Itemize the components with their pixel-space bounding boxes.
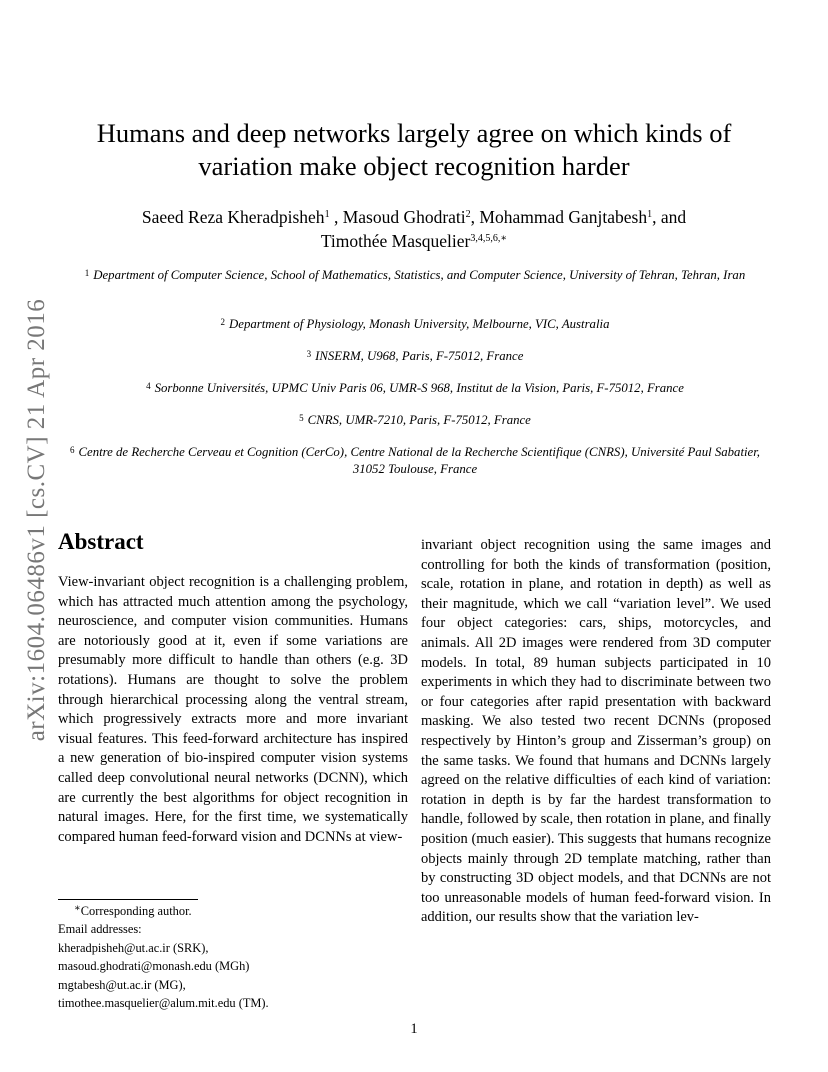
author-list [60,205,768,253]
affiliation-number: 2 [220,317,226,327]
affiliation-number: 5 [299,413,304,423]
title-line-2: variation make object recognition harder [198,151,630,181]
corresponding-author-text: Corresponding author. [80,904,192,918]
affiliation-text: Department of Computer Science, School of Mathematics, Statistics, and Computer Science, University of Tehran, Tehran, Iran [93,268,746,282]
author-affil-mark: 1 [647,209,653,220]
affiliation-number: 4 [146,381,151,391]
author-name: Timothée Masquelier [320,231,471,251]
author-and: , and [652,207,687,227]
affiliation-number: 3 [306,349,312,359]
author-line-1 [60,205,768,229]
affiliation-text: Sorbonne Universités, UPMC Univ Paris 06, UMR-S 968, Institut de la Vision, Paris, F-75012, France [154,381,684,395]
author-affil-mark: 1 [324,209,330,220]
footnote-corresponding [58,902,408,920]
affiliation-2 [62,316,768,333]
abstract-heading: Abstract [58,529,144,554]
affiliation-1 [62,267,768,284]
footnote-rule [58,899,198,900]
affiliation-text: CNRS, UMR-7210, Paris, F-75012, France [307,413,531,427]
affiliation-4 [62,380,768,397]
email-address: mgtabesh@ut.ac.ir (MG), [58,977,186,992]
email-address: kheradpisheh@ut.ac.ir (SRK), [58,940,209,955]
arxiv-stamp [18,284,56,756]
footnote-mark: ∗ [74,903,81,914]
affiliation-6 [62,444,768,478]
affiliation-number: 1 [84,268,90,278]
arxiv-stamp-text: arXiv:1604.06486v1 [cs.CV] 21 Apr 2016 [23,298,50,742]
author-line-2 [60,229,768,253]
affiliation-5 [62,412,768,429]
author-affil-mark: 2 [465,209,471,220]
affiliation-text: Centre de Recherche Cerveau et Cognition (CerCo), Centre National de la Recherche Scientifique (CNRS), Université Paul Sabatier, 31052 Toulouse, France [78,445,760,476]
footnote [58,902,408,1012]
paper-title [60,117,768,183]
abstract-column-right: invariant object recognition using the same images and controlling for both the kinds of transformation (position, scale, rotation in plane, and rotation in depth) as well as their magnitude, which we call “variation level”. We used four object categories: cars, ships, motorcycles, and animals. All 2D images were rendered from 3D computer models. In total, 89 human subjects participated in 10 experiments in which they had to discriminate between two or four categories after rapid presentation with backward masking. We also tested two recent DCNNs (proposed respectively by Hinton’s group and Zisserman’s group) on the same tasks. We found that humans and DCNNs largely agreed on the relative difficulties of each kind of variation: rotation in depth is by far the hardest transformation to handle, followed by scale, then rotation in plane, and finally position (much easier). This suggests that humans recognize objects mainly through 2D template matching, rather than by constructing 3D object models, and that DCNNs are not too unreasonable models of human feed-forward vision. In addition, our results show that the variation lev- [421,537,771,926]
author-separator: , [470,207,480,227]
affiliation-text: INSERM, U968, Paris, F-75012, France [315,349,524,363]
affiliation-text: Department of Physiology, Monash University, Melbourne, VIC, Australia [229,317,610,331]
affiliation-number: 6 [69,445,75,455]
email-address: timothee.masquelier@alum.mit.edu (TM). [58,996,269,1011]
author-name: Mohammad Ganjtabesh [479,207,648,227]
page-number: 1 [410,1021,418,1037]
email-address: masoud.ghodrati@monash.edu (MGh) [58,959,250,974]
email-label: Email addresses: [58,922,142,937]
author-affil-mark: 3,4,5,6,∗ [470,233,508,244]
title-line-1: Humans and deep networks largely agree on which kinds of [96,118,732,148]
abstract-column-left: View-invariant object recognition is a challenging problem, which has attracted much attention among the psychology, neuroscience, and computer vision communities. Humans are notoriously good at it, even if some variations are presumably more difficult to handle than others (e.g. 3D rotations). Humans are thought to solve the problem through hierarchical processing along the ventral stream, which progressively extracts more and more invariant visual features. This feed-forward architecture has inspired a new generation of bio-inspired computer vision systems called deep convolutional neural networks (DCNN), which are currently the best algorithms for object recognition in natural images. Here, for the first time, we systematically compared human feed-forward vision and DCNNs at view- [58,574,408,845]
author-separator: , [329,207,343,227]
author-name: Masoud Ghodrati [342,207,466,227]
author-name: Saeed Reza Kheradpisheh [141,207,325,227]
affiliation-3 [62,348,768,365]
